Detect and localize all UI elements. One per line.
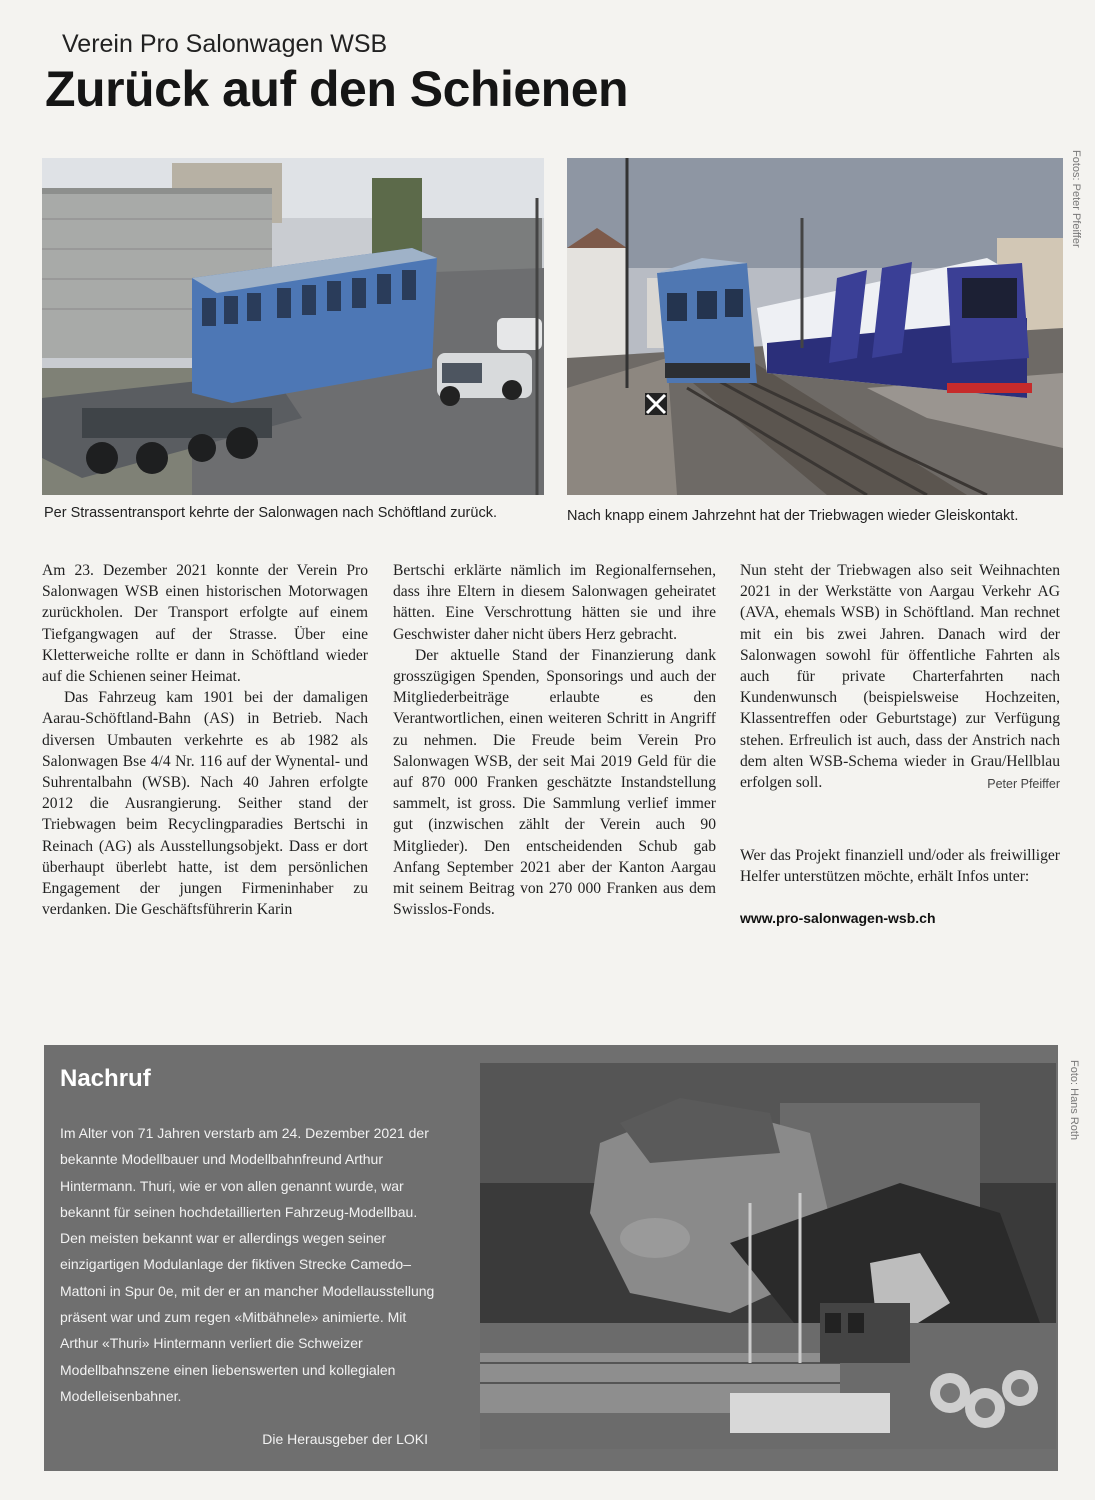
photo-model-builder [480,1063,1056,1449]
photo-credit-top: Fotos: Peter Pfeiffer [1070,150,1082,248]
article-column-1 [42,560,368,920]
article-column-3 [740,560,1060,929]
paragraph [740,560,1060,793]
paragraph: Wer das Projekt finanziell und/oder als freiwilliger Helfer unterstützen möchte, erhält Infos unter: [740,847,1060,886]
paragraph: Am 23. Dezember 2021 konnte der Verein Pro Salonwagen WSB einen historischen Motorwagen zurückholen. Der Transport erfolgte auf einem Tiefgangwagen auf der Strasse. Über eine Kletterweiche rollte er dann in Schöftland wieder auf die Schienen seiner Heimat. [42,562,368,686]
paragraph: Der aktuelle Stand der Finanzierung dank grosszügigen Spenden, Sponsorings und auch der Mitgliederbeiträge erlaubte es den Verantwortlichen, einen weiteren Schritt in Angriff zu nehmen. Die Freude beim Verein Pro Salonwagen WSB, der seit Mai 2019 Geld für die auf 870 000 Franken geschätzte Instandstellung sammelt, ist gross. Die Sammlung verlief immer gut (inzwischen zählt der Verein auch 90 Mitglieder). Den entscheidenden Schub gab Anfang September 2021 aber der Kanton Aargau mit seinem Beitrag von 270 000 Franken aus dem Swisslos-Fonds. [393,646,716,919]
article-column-2 [393,560,716,920]
obituary-box [44,1045,1058,1471]
obituary-title: Nachruf [60,1065,151,1092]
author-signature: Peter Pfeiffer [987,777,1060,792]
paragraph: Das Fahrzeug kam 1901 bei der damaligen Aarau-Schöftland-Bahn (AS) in Betrieb. Nach diversen Umbauten verkehrte es ab 1982 als Salonwagen Bse 4/4 Nr. 116 auf der Wynental- und Suhrentalbahn (WSB). Nach 40 Jahren erfolgte 2012 die Ausrangierung. Seither stand der Triebwagen beim Recyclingparadies Bertschi in Reinach (AG) als Ausstellungsobjekt. Dass er dort überhaupt überlebt hatte, ist dem persönlichen Engagement der jungen Firmeninhaber zu verdanken. Die Geschäftsführerin Karin [42,689,368,919]
caption-right: Nach knapp einem Jahrzehnt hat der Triebwagen wieder Gleiskontakt. [567,508,1019,524]
photo-station [567,158,1063,495]
obituary-signature: Die Herausgeber der LOKI [262,1431,428,1447]
article-headline: Zurück auf den Schienen [45,61,629,117]
photo-credit-obituary: Foto: Hans Roth [1068,1060,1080,1141]
photo-road-transport [42,158,544,495]
obituary-text: Im Alter von 71 Jahren verstarb am 24. Dezember 2021 der bekannte Modellbauer und Modellbahnfreund Arthur Hintermann. Thuri, wie er von allen genannt wurde, war bekannt für seinen hochdetaillierten Fahrzeug-Modellbau. Den meisten bekannt war er allerdings wegen seiner einzigartigen Modulanlage der fiktiven Strecke Camedo–Mattoni in Spur 0e, mit der er an mancher Modellausstellung präsent war und zum regen «Mitbähnele» animierte. Mit Arthur «Thuri» Hintermann verliert die Schweizer Modellbahnszene einen liebenswerten und kollegialen Modelleisenbahner. [60,1125,435,1404]
paragraph-text: Nun steht der Triebwagen also seit Weihnachten 2021 in der Werkstätte von Aargau Verkehr AG (AVA, ehemals WSB) in Schöftland. Man rechnet mit ein bis zwei Jahren. Danach wird der Salonwagen sowohl für öffentliche Fahrten als auch für private Charterfahrten nach Kundenwunsch (beispielsweise Hochzeiten, Klassentreffen oder Geburtstage) zur Verfügung stehen. Erfreulich ist auch, dass der Anstrich nach dem alten WSB-Schema wieder in Grau/Hellblau erfolgen soll. [740,562,1060,792]
caption-left: Per Strassentransport kehrte der Salonwagen nach Schöftland zurück. [44,505,497,521]
article-kicker: Verein Pro Salonwagen WSB [62,30,388,58]
website-link[interactable]: www.pro-salonwagen-wsb.ch [740,909,936,926]
paragraph: Bertschi erklärte nämlich im Regionalfernsehen, dass ihre Eltern in diesem Salonwagen geheiratet hätten. Eine Verschrottung hätten sie und ihre Geschwister daher nicht übers Herz gebracht. [393,562,716,643]
